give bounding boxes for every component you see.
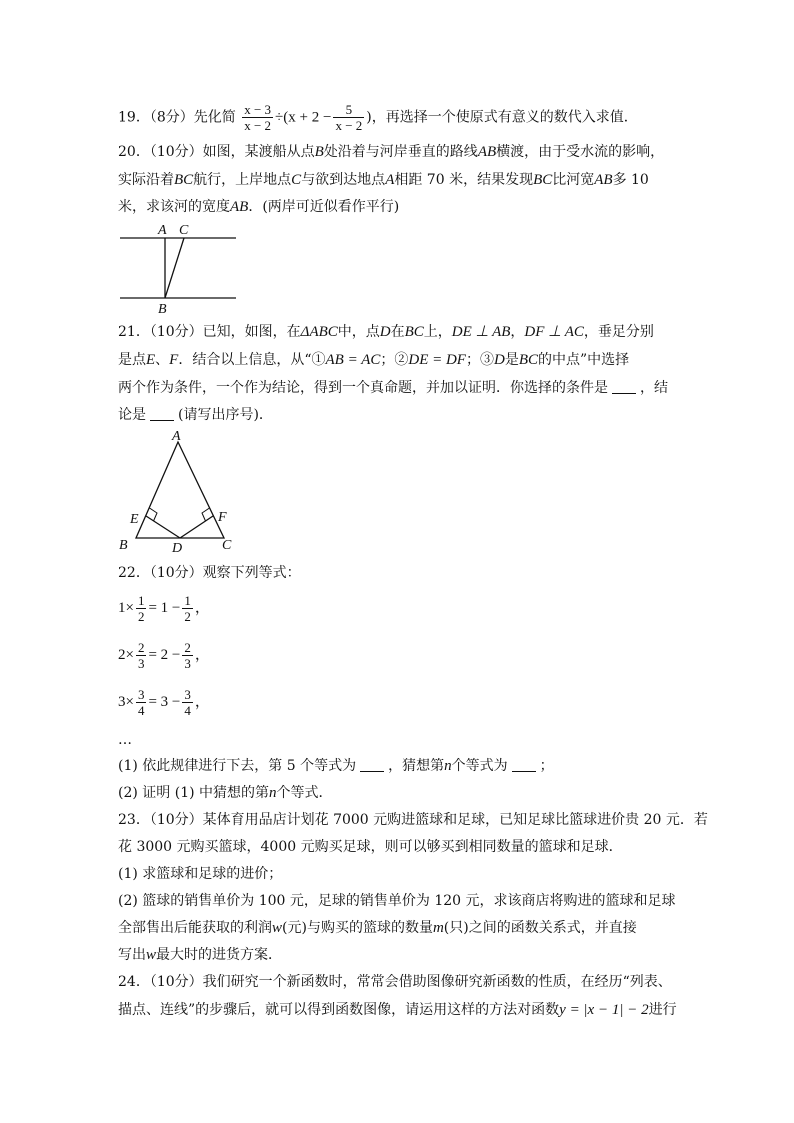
- q22-equation-2: 2× $\frac{2}{3}$ = 2 − $\frac{2}{3}$ ，: [118, 640, 210, 672]
- segment-DE: [146, 516, 180, 538]
- segment-DF: [180, 516, 213, 538]
- q22-heading: 22．（10分）观察下列等式：: [118, 565, 301, 581]
- triangle-ABC: [136, 442, 224, 538]
- q20-line-2: 实际沿着BC航行，上岸地点C与欲到达地点A相距 70 米，结果发现BC比河宽AB多 10: [118, 172, 649, 188]
- q23-part-2-line-1: (2) 篮球的销售单价为 100 元，足球的销售单价为 120 元，求该商店将购进的篮球和足球: [118, 893, 676, 909]
- label-D: D: [172, 541, 183, 556]
- q23-line-2: 花 3000 元购买篮球，4000 元购买足球，则可以够买到相同数量的篮球和足球．: [118, 839, 623, 855]
- q21-line-2: 是点E、F．结合以上信息，从“①AB = AC；②DE = DF；③D是BC的中点”中选择: [118, 352, 630, 368]
- q21-line-1: 21．（10分）已知，如图，在ΔABC中，点D在BC上，DE ⊥ AB，DF ⊥ AC，垂足分别: [118, 324, 654, 340]
- q22-ellipsis: …: [118, 732, 132, 748]
- q21-line-3: 两个作为条件，一个作为结论，得到一个真命题，并加以证明．你选择的条件是 ，结: [118, 380, 668, 396]
- q22-equation-3: 3× $\frac{3}{4}$ = 3 − $\frac{3}{4}$ ，: [118, 687, 210, 719]
- q23-part-1: (1) 求篮球和足球的进价；: [118, 866, 283, 882]
- label-A: A: [172, 429, 181, 444]
- q23-line-1: 23．（10分）某体育用品店计划花 7000 元购进篮球和足球，已知足球比篮球进价贵 20 元．若: [118, 812, 708, 828]
- segment-BC: [165, 238, 184, 298]
- q20-river-figure: [116, 220, 240, 316]
- answer-blank[interactable]: [360, 757, 384, 772]
- label-B: B: [119, 538, 128, 553]
- label-F: F: [218, 510, 227, 525]
- q20-line-3: 米，求该河的宽度AB．(两岸可近似看作平行): [118, 199, 400, 215]
- label-E: E: [130, 512, 139, 527]
- q20-line-1: 20．（10分）如图，某渡船从点B处沿着与河岸垂直的路线AB横渡，由于受水流的影响，: [118, 144, 665, 160]
- q23-part-2-line-2: 全部售出后能获取的利润w(元)与购买的篮球的数量m(只)之间的函数关系式，并直接: [118, 920, 637, 936]
- answer-blank[interactable]: [512, 757, 536, 772]
- answer-blank[interactable]: [612, 379, 636, 394]
- q19-fraction-1: $\frac{x - 3}{x - 2}$: [244, 102, 272, 133]
- q24-line-1: 24．（10分）我们研究一个新函数时，常常会借助图像研究新函数的性质，在经历“列表、: [118, 974, 672, 990]
- label-A: A: [158, 223, 167, 238]
- q22-equation-1: 1× $\frac{1}{2}$ = 1 − $\frac{1}{2}$ ，: [118, 593, 210, 625]
- q22-part-1: (1) 依此规律进行下去，第 5 个等式为 ，猜想第n个等式为 ；: [118, 758, 554, 774]
- label-C: C: [179, 223, 189, 238]
- label-C: C: [222, 538, 232, 553]
- q19-line: 19．（8分）先化简 $\frac{x - 3}{x - 2}$ ÷(x + 2 − $\frac{5}{x - 2}$ )，再选择一个使原式有意义的数代入求值．: [118, 102, 638, 133]
- answer-blank[interactable]: [150, 406, 174, 421]
- q19-fraction-2: $\frac{5}{x - 2}$: [335, 102, 363, 133]
- q21-line-4: 论是 (请写出序号)．: [118, 407, 273, 423]
- label-B: B: [158, 302, 167, 316]
- q21-triangle-figure: [114, 428, 244, 556]
- q23-part-2-line-3: 写出w最大时的进货方案．: [118, 947, 283, 963]
- q22-part-2: (2) 证明 (1) 中猜想的第n个等式．: [118, 785, 333, 801]
- q24-line-2: 描点、连线”的步骤后，就可以得到函数图像，请运用这样的方法对函数y = |x − 1| − 2进行: [118, 1002, 677, 1018]
